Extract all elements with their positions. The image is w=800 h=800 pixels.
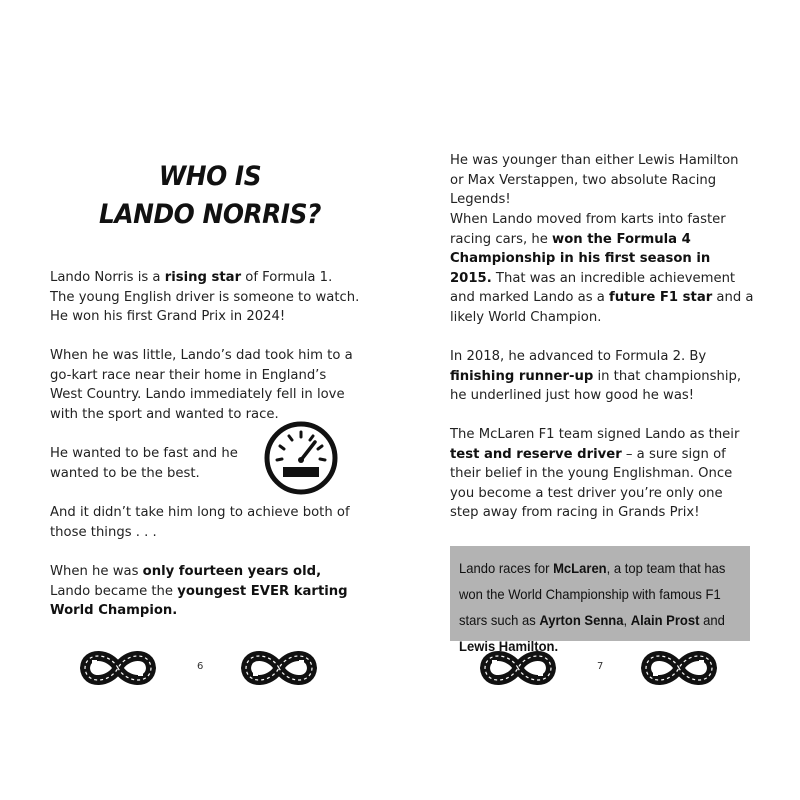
title-line-2: LANDO NORRIS? bbox=[99, 199, 321, 230]
bold-text: Alain Prost bbox=[630, 612, 700, 628]
infinity-racetrack-icon bbox=[241, 645, 317, 691]
bold-text: Lewis Hamilton. bbox=[459, 638, 559, 654]
karting-champion-paragraph: When he was only fourteen years old, Lando became the youngest EVER karting World Champion. bbox=[50, 564, 348, 619]
bold-text: future F1 star bbox=[609, 290, 713, 306]
bold-text: Ayrton Senna bbox=[539, 612, 624, 628]
formula4-paragraph: When Lando moved from karts into faster racing cars, he won the Formula 4 Championship in his first season in 2015. That was an incredible achievement and marked Lando as a future F1 star and a likely World Champion. bbox=[450, 212, 754, 325]
achievement-paragraph: And it didn’t take him long to achieve both of those things . . . bbox=[50, 505, 350, 540]
page-number: 6 bbox=[197, 661, 204, 672]
bold-text: youngest EVER karting World Champion. bbox=[50, 583, 348, 619]
bold-text: won the Formula 4 Championship in his first season in 2015. bbox=[450, 231, 711, 286]
childhood-paragraph: When he was little, Lando’s dad took him to a go-kart race near their home in England’s West Country. Lando immediately fell in love with the sport and wanted to race. bbox=[50, 348, 353, 422]
bold-text: rising star bbox=[164, 270, 242, 285]
bold-text: finishing runner-up bbox=[450, 368, 594, 384]
bold-text: only fourteen years old, bbox=[142, 564, 322, 579]
bold-text: test and reserve driver bbox=[450, 446, 622, 462]
formula2-paragraph: In 2018, he advanced to Formula 2. By finishing runner-up in that championship, he underlined just how good he was! bbox=[450, 349, 742, 404]
bold-text: McLaren bbox=[553, 560, 607, 576]
infinity-racetrack-icon bbox=[480, 645, 556, 691]
infinity-racetrack-icon bbox=[641, 645, 717, 691]
title-line-1: WHO IS bbox=[158, 161, 262, 192]
mclaren-callout-box bbox=[450, 546, 750, 654]
page-title bbox=[54, 158, 367, 234]
page-number: 7 bbox=[597, 661, 604, 672]
infinity-racetrack-icon bbox=[80, 645, 156, 691]
speedometer-icon bbox=[263, 420, 339, 496]
intro-paragraph: Lando Norris is a rising star of Formula 1. The young English driver is someone to watch. He won his first Grand Prix in 2024! bbox=[50, 270, 360, 325]
ambition-paragraph: He wanted to be fast and he wanted to be the best. bbox=[50, 446, 238, 481]
legends-paragraph: He was younger than either Lewis Hamilton or Max Verstappen, two absolute Racing Legends! bbox=[450, 153, 739, 208]
mclaren-test-driver-paragraph: The McLaren F1 team signed Lando as their test and reserve driver – a sure sign of their belief in the young Englishman. Once you become a test driver you’re only one step away from racing in Grands Prix! bbox=[450, 427, 740, 521]
callout-text: Lando races for McLaren, a top team that has won the World Championship with famous F1 stars such as Ayrton Senna, Alain Prost and Lewis Hamilton. bbox=[459, 560, 726, 654]
